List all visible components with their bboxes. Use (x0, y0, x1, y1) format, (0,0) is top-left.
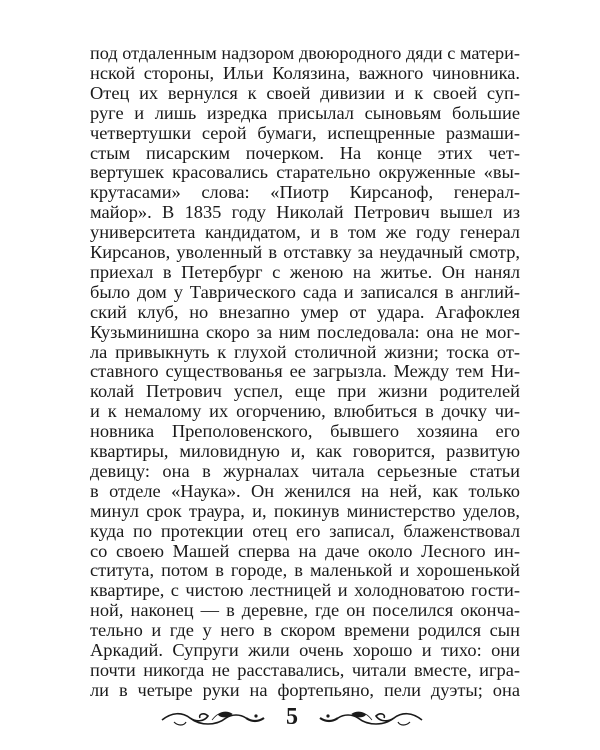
text-line: Аркадий. Супруги жили очень хорошо и тихо: они (90, 640, 520, 660)
page-number: 5 (286, 704, 298, 730)
text-line: новника Преполовенского, бывшего хозяина его (90, 421, 520, 442)
text-line: куда по протекции отец его записал, блаженствовал (90, 520, 520, 541)
text-line: крутасами» слова: «Пиотр Кирсаноф, генерал- (90, 182, 520, 203)
text-line: университета кандидатом, и в том же году генерал (90, 222, 520, 243)
text-line: ли в четыре руки на фортепьяно, пели дуэты; она (90, 679, 520, 700)
text-line: квартиры, миловидную и, как говорится, развитую (90, 441, 520, 461)
text-line: ский клуб, но внезапно умер от удара. Агафоклея (90, 301, 520, 322)
text-line: Кузьминишна скоро за ним последовала: она не мог- (90, 321, 520, 342)
text-line: руге и лишь изредка присылал сыновьям большие (90, 102, 520, 123)
text-line: майор». В 1835 году Николай Петрович вышел из (90, 202, 520, 223)
text-line: нской стороны, Ильи Колязина, важного чиновника. (90, 62, 520, 83)
text-line: ной, наконец — в деревне, где он поселился оконча- (90, 600, 520, 621)
flourish-ornament-icon (160, 706, 268, 730)
text-line: ла привыкнуть к глухой столичной жизни; тоска от- (90, 341, 520, 362)
text-line: квартире, с чистою лестницей и холодноватою гости- (90, 580, 520, 601)
text-line: тельно и где у него в скором времени родился сын (90, 620, 520, 641)
text-line: со своею Машей сперва на даче около Лесного ин- (90, 540, 520, 561)
text-line: в отделе «Наука». Он женился на ней, как только (90, 480, 520, 501)
text-line: вертушек красовались старательно окруженные «вы- (90, 162, 520, 183)
text-line: ститута, потом в городе, в маленькой и хорошенькой (90, 560, 520, 581)
text-line: под отдаленным надзором двоюродного дяди с матери- (90, 43, 520, 63)
text-line: приехал в Петербург с женою на житье. Он нанял (90, 261, 520, 282)
page-footer (0, 702, 600, 732)
text-line: почти никогда не расставались, читали вместе, игра- (90, 659, 520, 680)
text-line: было дом у Таврического сада и записался в англий- (90, 281, 520, 302)
text-line: колай Петрович успел, еще при жизни родителей (90, 381, 520, 402)
text-line: минул срок траура, и, покинув министерство уделов, (90, 500, 520, 521)
text-line: четвертушки серой бумаги, испещренные размаши- (90, 122, 520, 143)
text-line: стым писарским почерком. На конце этих чет- (90, 142, 520, 163)
text-line: и к немалому их огорчению, влюбиться в дочку чи- (90, 401, 520, 422)
text-line: девицу: она в журналах читала серьезные статьи (90, 460, 520, 481)
flourish-ornament-icon (316, 706, 424, 730)
text-line: Кирсанов, уволенный в отставку за неудачный смотр, (90, 242, 520, 262)
text-line: ставного существованья ее загрызла. Между тем Ни- (90, 361, 520, 382)
text-line: Отец их вернулся к своей дивизии и к своей суп- (90, 82, 520, 103)
